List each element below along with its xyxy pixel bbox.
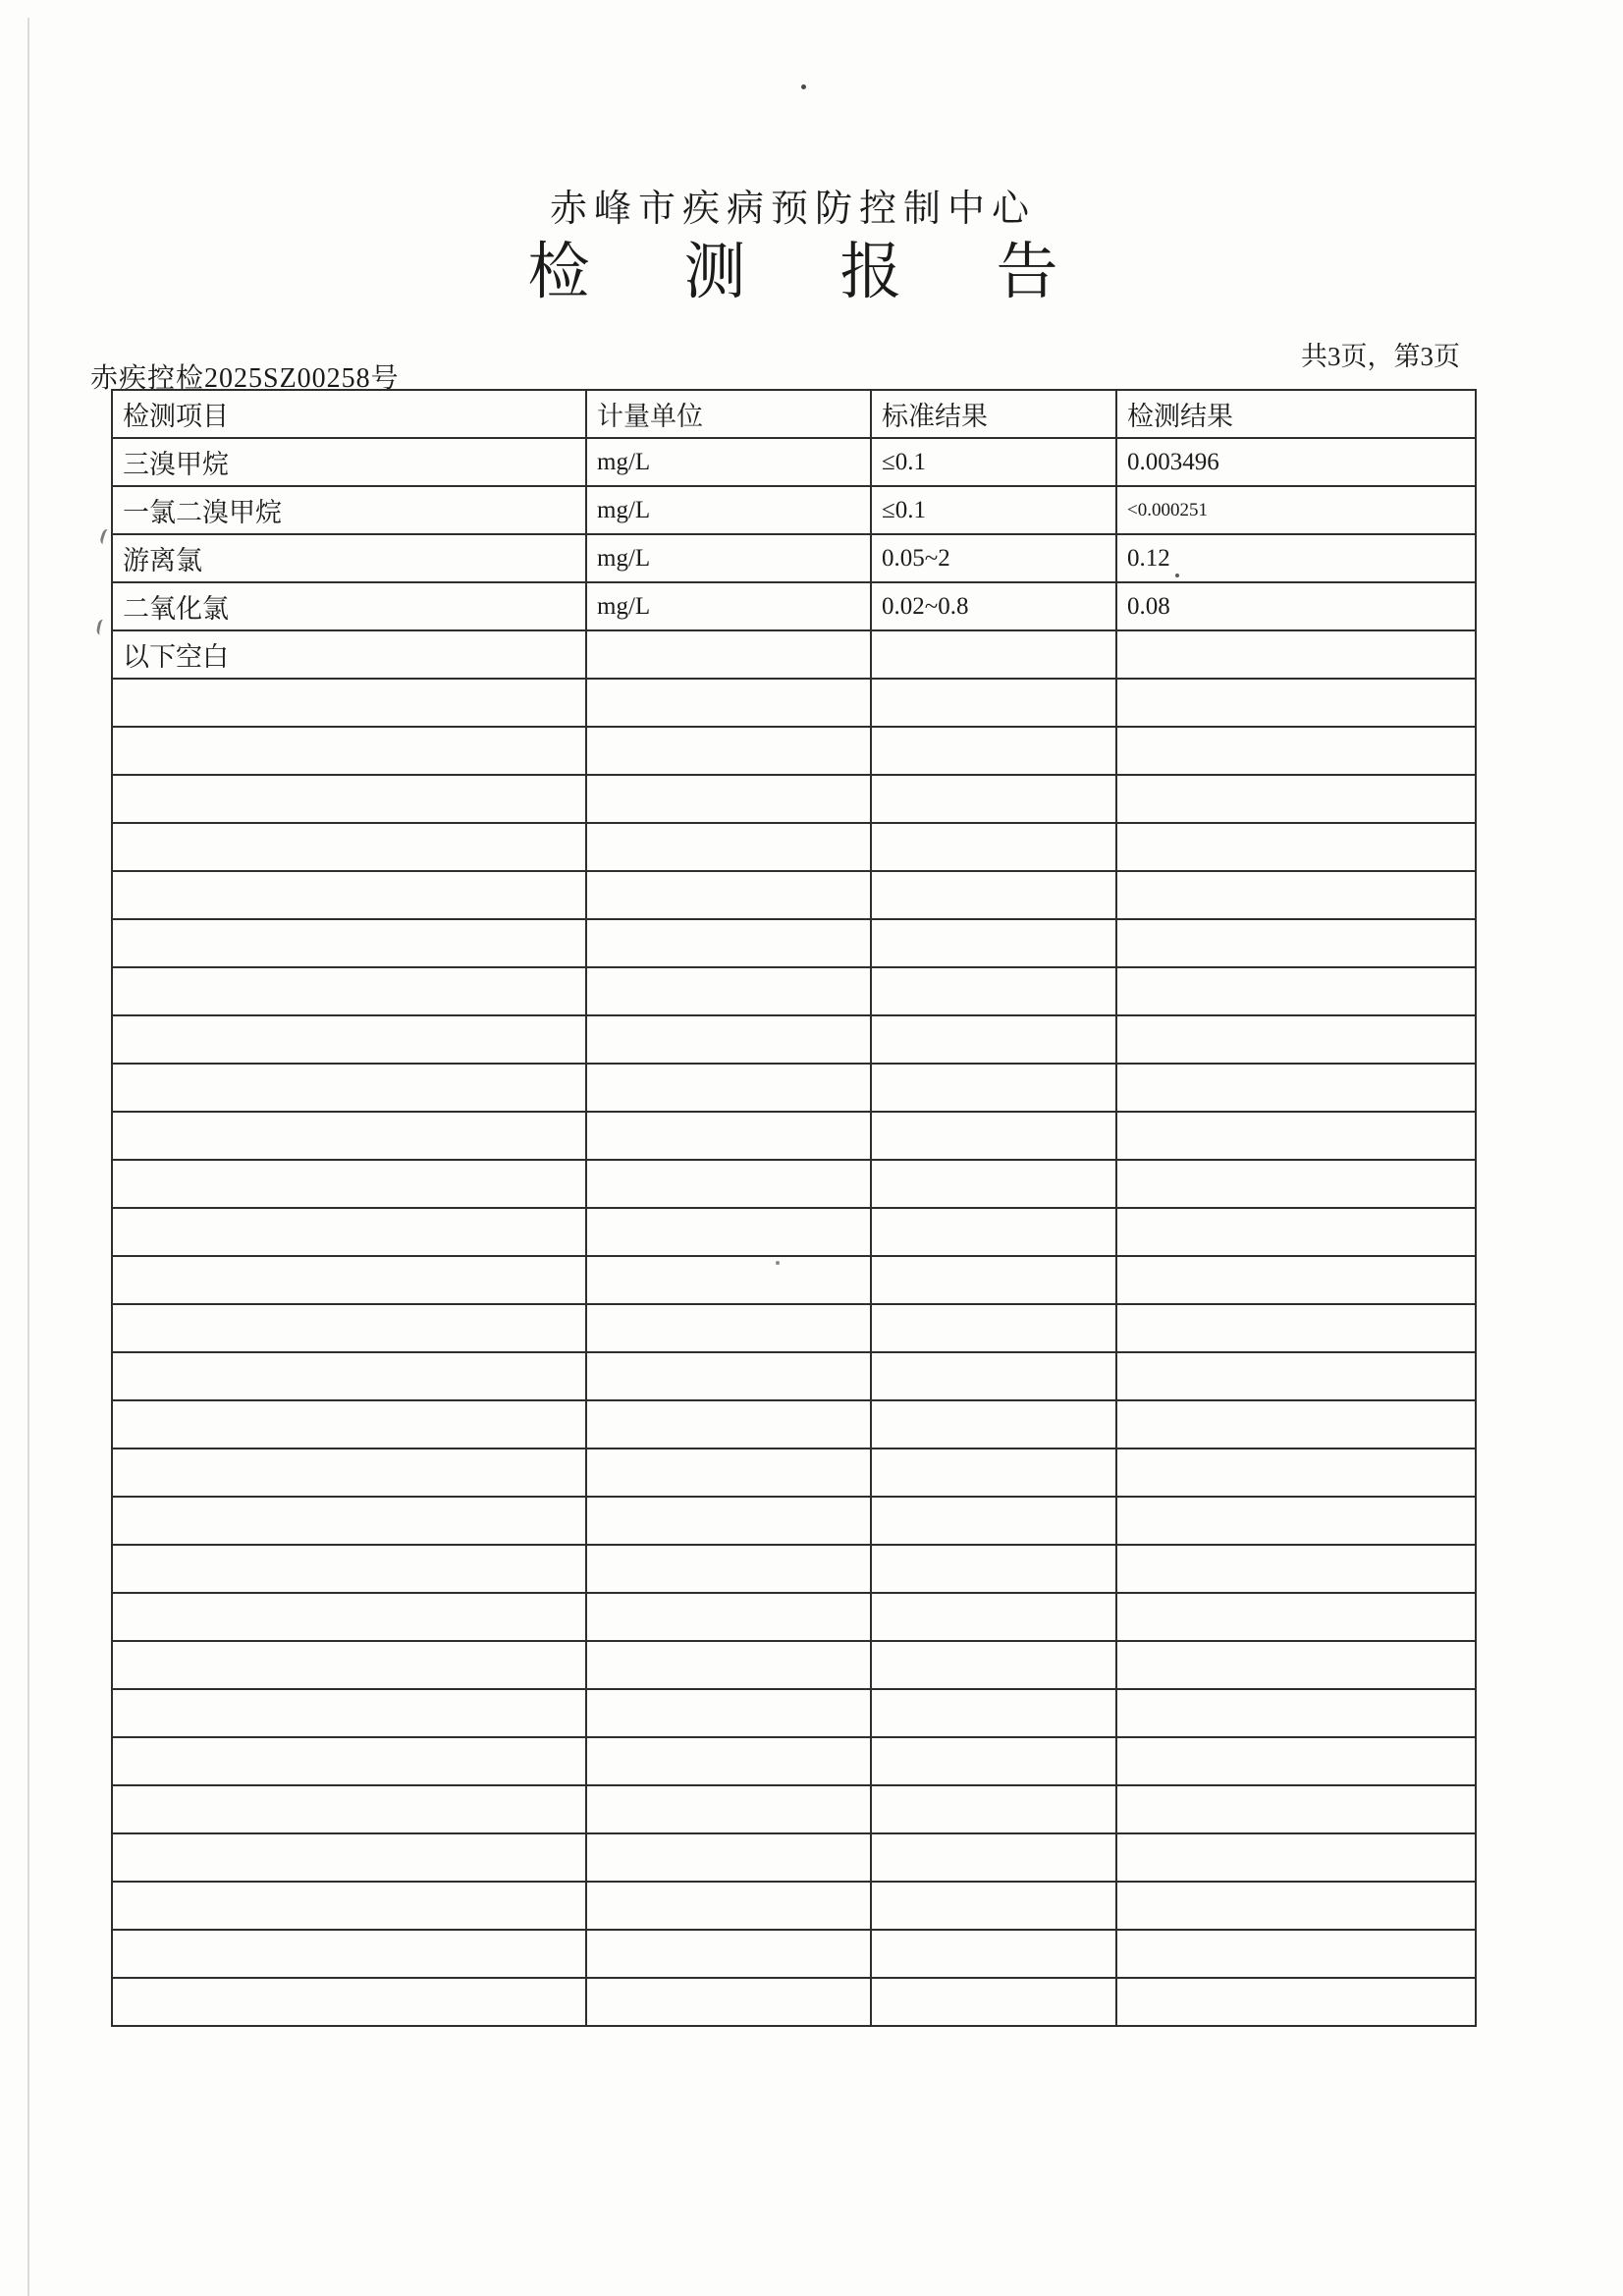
cell-item: 三溴甲烷 <box>112 438 586 486</box>
table-row-empty <box>112 1352 1476 1400</box>
header-cell-result: 检测结果 <box>1116 390 1476 438</box>
cell-standard <box>871 1593 1116 1641</box>
cell-item <box>112 823 586 871</box>
table-row <box>112 438 1476 486</box>
table-header-row <box>112 390 1476 438</box>
cell-unit: mg/L <box>586 534 871 582</box>
cell-standard <box>871 1689 1116 1737</box>
cell-standard <box>871 1737 1116 1785</box>
cell-unit <box>586 1882 871 1930</box>
cell-standard <box>871 1449 1116 1497</box>
cell-result <box>1116 1833 1476 1882</box>
cell-unit <box>586 1160 871 1208</box>
table-row-empty <box>112 775 1476 823</box>
cell-unit <box>586 1112 871 1160</box>
cell-item <box>112 679 586 727</box>
cell-item <box>112 967 586 1015</box>
cell-unit <box>586 1785 871 1833</box>
scan-speck <box>776 1261 780 1265</box>
report-number: 赤疾控检2025SZ00258号 <box>90 363 400 394</box>
cell-unit <box>586 1930 871 1978</box>
cell-unit <box>586 1208 871 1256</box>
cell-item <box>112 1497 586 1545</box>
scan-speck <box>801 84 806 89</box>
cell-standard <box>871 1978 1116 2026</box>
cell-standard <box>871 630 1116 679</box>
cell-result <box>1116 1689 1476 1737</box>
cell-unit <box>586 1641 871 1689</box>
cell-item <box>112 1256 586 1304</box>
cell-standard <box>871 871 1116 919</box>
cell-unit <box>586 679 871 727</box>
table-row-empty <box>112 1882 1476 1930</box>
cell-standard <box>871 727 1116 775</box>
table-row-empty <box>112 823 1476 871</box>
cell-item <box>112 1737 586 1785</box>
cell-standard <box>871 1160 1116 1208</box>
table-row-empty <box>112 1064 1476 1112</box>
cell-standard: ≤0.1 <box>871 438 1116 486</box>
cell-standard: ≤0.1 <box>871 486 1116 534</box>
cell-item <box>112 1689 586 1737</box>
cell-result <box>1116 1352 1476 1400</box>
cell-unit <box>586 1978 871 2026</box>
cell-result <box>1116 1593 1476 1641</box>
table-row-empty <box>112 967 1476 1015</box>
scan-speck <box>1175 574 1179 577</box>
cell-item: 一氯二溴甲烷 <box>112 486 586 534</box>
cell-item <box>112 1545 586 1593</box>
table-row-empty <box>112 1545 1476 1593</box>
cell-standard <box>871 967 1116 1015</box>
cell-result <box>1116 727 1476 775</box>
cell-standard <box>871 1400 1116 1449</box>
cell-result <box>1116 1400 1476 1449</box>
cell-result <box>1116 1497 1476 1545</box>
cell-unit <box>586 1015 871 1064</box>
cell-standard <box>871 1882 1116 1930</box>
cell-unit: mg/L <box>586 582 871 630</box>
cell-result <box>1116 1304 1476 1352</box>
cell-item <box>112 871 586 919</box>
cell-standard <box>871 1641 1116 1689</box>
table-row-empty <box>112 1208 1476 1256</box>
cell-item <box>112 1785 586 1833</box>
cell-result <box>1116 967 1476 1015</box>
cell-item: 游离氯 <box>112 534 586 582</box>
cell-unit <box>586 630 871 679</box>
cell-unit <box>586 1064 871 1112</box>
cell-result <box>1116 1064 1476 1112</box>
cell-unit <box>586 1545 871 1593</box>
cell-result <box>1116 1160 1476 1208</box>
cell-unit <box>586 1449 871 1497</box>
cell-item <box>112 1882 586 1930</box>
table-row <box>112 486 1476 534</box>
header-cell-item: 检测项目 <box>112 390 586 438</box>
cell-unit <box>586 1400 871 1449</box>
table-row-empty <box>112 1689 1476 1737</box>
table-row-empty <box>112 1160 1476 1208</box>
table-row-empty <box>112 1978 1476 2026</box>
report-table <box>111 389 1477 2027</box>
cell-standard <box>871 1497 1116 1545</box>
cell-item <box>112 919 586 967</box>
cell-unit <box>586 1737 871 1785</box>
cell-result <box>1116 1785 1476 1833</box>
cell-item <box>112 1400 586 1449</box>
cell-standard <box>871 823 1116 871</box>
table-row-empty <box>112 1400 1476 1449</box>
cell-result <box>1116 1978 1476 2026</box>
table-row-empty <box>112 1785 1476 1833</box>
cell-standard <box>871 1256 1116 1304</box>
cell-unit: mg/L <box>586 486 871 534</box>
table-row-empty <box>112 1497 1476 1545</box>
cell-item <box>112 1160 586 1208</box>
cell-result <box>1116 1882 1476 1930</box>
cell-standard: 0.05~2 <box>871 534 1116 582</box>
cell-unit <box>586 727 871 775</box>
cell-unit <box>586 1352 871 1400</box>
cell-result <box>1116 1641 1476 1689</box>
cell-standard <box>871 1064 1116 1112</box>
cell-unit <box>586 1304 871 1352</box>
cell-standard <box>871 1785 1116 1833</box>
table-row-empty <box>112 1256 1476 1304</box>
cell-standard <box>871 1112 1116 1160</box>
cell-result <box>1116 630 1476 679</box>
report-title <box>111 239 1475 306</box>
page-info: 共3页，第3页 <box>1301 342 1460 371</box>
cell-result <box>1116 871 1476 919</box>
cell-result <box>1116 823 1476 871</box>
cell-unit <box>586 775 871 823</box>
cell-standard <box>871 1015 1116 1064</box>
cell-result: <0.000251 <box>1116 486 1476 534</box>
cell-result <box>1116 679 1476 727</box>
cell-item <box>112 1930 586 1978</box>
cell-result: 0.12 <box>1116 534 1476 582</box>
table-row-empty <box>112 1015 1476 1064</box>
cell-standard <box>871 775 1116 823</box>
cell-standard <box>871 1833 1116 1882</box>
cell-result <box>1116 1256 1476 1304</box>
cell-standard <box>871 1208 1116 1256</box>
cell-item <box>112 1449 586 1497</box>
cell-unit: mg/L <box>586 438 871 486</box>
cell-standard <box>871 919 1116 967</box>
table-row-empty <box>112 727 1476 775</box>
cell-result <box>1116 1545 1476 1593</box>
cell-standard <box>871 1304 1116 1352</box>
table-row-empty <box>112 1112 1476 1160</box>
cell-unit <box>586 823 871 871</box>
cell-standard <box>871 1352 1116 1400</box>
cell-result <box>1116 1015 1476 1064</box>
cell-result: 0.08 <box>1116 582 1476 630</box>
cell-result <box>1116 919 1476 967</box>
cell-result <box>1116 1112 1476 1160</box>
cell-item: 二氧化氯 <box>112 582 586 630</box>
org-name: 赤峰市疾病预防控制中心 <box>549 189 1036 230</box>
table-row-empty <box>112 1449 1476 1497</box>
table-row-empty <box>112 1833 1476 1882</box>
cell-item <box>112 727 586 775</box>
cell-unit <box>586 1593 871 1641</box>
table-row-empty <box>112 919 1476 967</box>
table-row-empty <box>112 871 1476 919</box>
cell-item <box>112 1304 586 1352</box>
cell-result <box>1116 1930 1476 1978</box>
header-cell-standard: 标准结果 <box>871 390 1116 438</box>
cell-result: 0.003496 <box>1116 438 1476 486</box>
cell-item <box>112 1112 586 1160</box>
report-title-text: 检测报告 <box>527 238 1153 306</box>
table-row-empty <box>112 1930 1476 1978</box>
cell-unit <box>586 871 871 919</box>
table-row-empty <box>112 679 1476 727</box>
cell-item <box>112 1978 586 2026</box>
cell-item <box>112 1593 586 1641</box>
cell-item <box>112 1015 586 1064</box>
cell-unit <box>586 1689 871 1737</box>
cell-result <box>1116 1208 1476 1256</box>
cell-item: 以下空白 <box>112 630 586 679</box>
table-row-empty <box>112 1593 1476 1641</box>
table-row-empty <box>112 1304 1476 1352</box>
table-row-empty <box>112 1641 1476 1689</box>
table-row <box>112 582 1476 630</box>
table-row <box>112 534 1476 582</box>
cell-standard <box>871 679 1116 727</box>
cell-item <box>112 1352 586 1400</box>
cell-item <box>112 775 586 823</box>
cell-result <box>1116 775 1476 823</box>
cell-standard: 0.02~0.8 <box>871 582 1116 630</box>
cell-standard <box>871 1545 1116 1593</box>
cell-item <box>112 1208 586 1256</box>
table-row <box>112 630 1476 679</box>
header-cell-unit: 计量单位 <box>586 390 871 438</box>
cell-unit <box>586 1833 871 1882</box>
cell-unit <box>586 967 871 1015</box>
cell-unit <box>586 919 871 967</box>
cell-result <box>1116 1737 1476 1785</box>
cell-item <box>112 1641 586 1689</box>
cell-unit <box>586 1497 871 1545</box>
cell-result <box>1116 1449 1476 1497</box>
scan-mark <box>95 619 109 636</box>
scan-edge-artifact <box>27 18 29 2296</box>
cell-item <box>112 1064 586 1112</box>
cell-standard <box>871 1930 1116 1978</box>
table-row-empty <box>112 1737 1476 1785</box>
cell-unit <box>586 1256 871 1304</box>
cell-item <box>112 1833 586 1882</box>
